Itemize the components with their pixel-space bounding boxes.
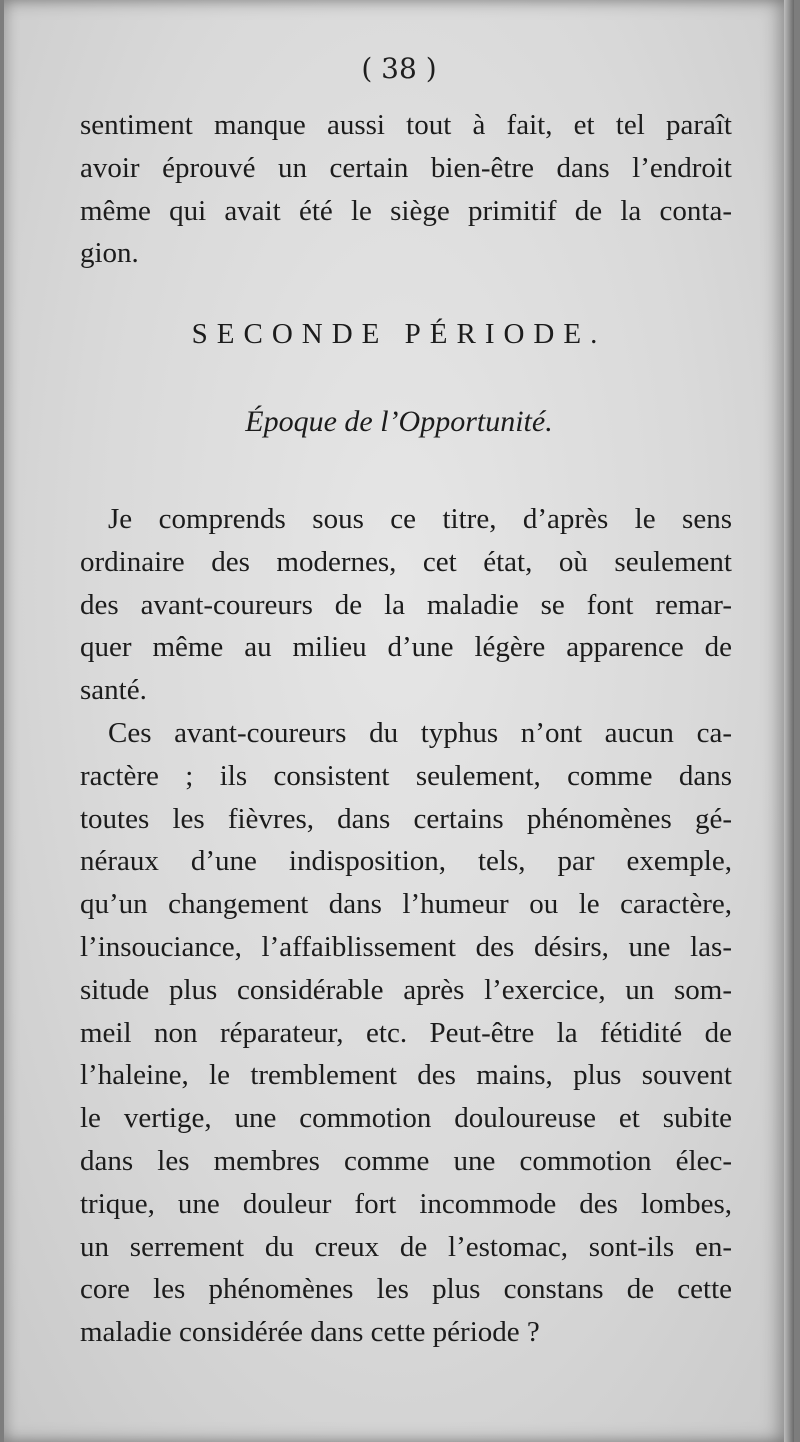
text-line: des avant-coureurs de la maladie se font remar- [80, 588, 732, 621]
text-line: l’insouciance, l’affaiblissement des désirs, une las- [80, 930, 732, 963]
text-line: trique, une douleur fort incommode des lombes, [80, 1187, 732, 1220]
text-line: néraux d’une indisposition, tels, par exemple, [80, 845, 732, 878]
text-line: santé. [80, 674, 147, 707]
paragraph-1 [80, 498, 732, 712]
text-line: quer même au milieu d’une légère apparence de [80, 631, 732, 664]
text-line: sentiment manque aussi tout à fait, et tel paraît [80, 109, 732, 141]
paragraph-2 [80, 712, 732, 1354]
text-line: situde plus considérable après l’exercice, un som- [80, 973, 732, 1006]
text-line: un serrement du creux de l’estomac, sont-ils en- [80, 1230, 732, 1263]
text-line: ordinaire des modernes, cet état, où seulement [80, 545, 732, 578]
text-line: Ces avant-coureurs du typhus n’ont aucun ca- [108, 717, 732, 749]
section-subtitle: Époque de l’Opportunité. [245, 405, 553, 438]
text-line: meil non réparateur, etc. Peut-être la fétidité de [80, 1016, 732, 1049]
page-number: ( 38 ) [361, 52, 437, 85]
text-line: ractère ; ils consistent seulement, comme dans [80, 759, 732, 792]
text-line: gion. [80, 237, 139, 270]
page-edge-shadow [784, 0, 794, 1442]
book-page [4, 0, 794, 1442]
text-line: maladie considérée dans cette période ? [80, 1316, 540, 1349]
text-line: dans les membres comme une commotion élec- [80, 1144, 732, 1177]
section-title: SECONDE PÉRIODE. [191, 318, 607, 350]
text-line: l’haleine, le tremblement des mains, plus souvent [80, 1059, 732, 1092]
text-line: le vertige, une commotion douloureuse et subite [80, 1102, 732, 1135]
text-line: core les phénomènes les plus constans de cette [80, 1273, 732, 1306]
text-line: toutes les fièvres, dans certains phénomènes gé- [80, 802, 732, 835]
text-line: qu’un changement dans l’humeur ou le caractère, [80, 888, 732, 921]
text-line: même qui avait été le siège primitif de la conta- [80, 194, 732, 227]
text-line: Je comprends sous ce titre, d’après le sens [108, 503, 732, 535]
text-line: avoir éprouvé un certain bien-être dans l’endroit [80, 151, 732, 184]
continued-paragraph [80, 104, 732, 275]
